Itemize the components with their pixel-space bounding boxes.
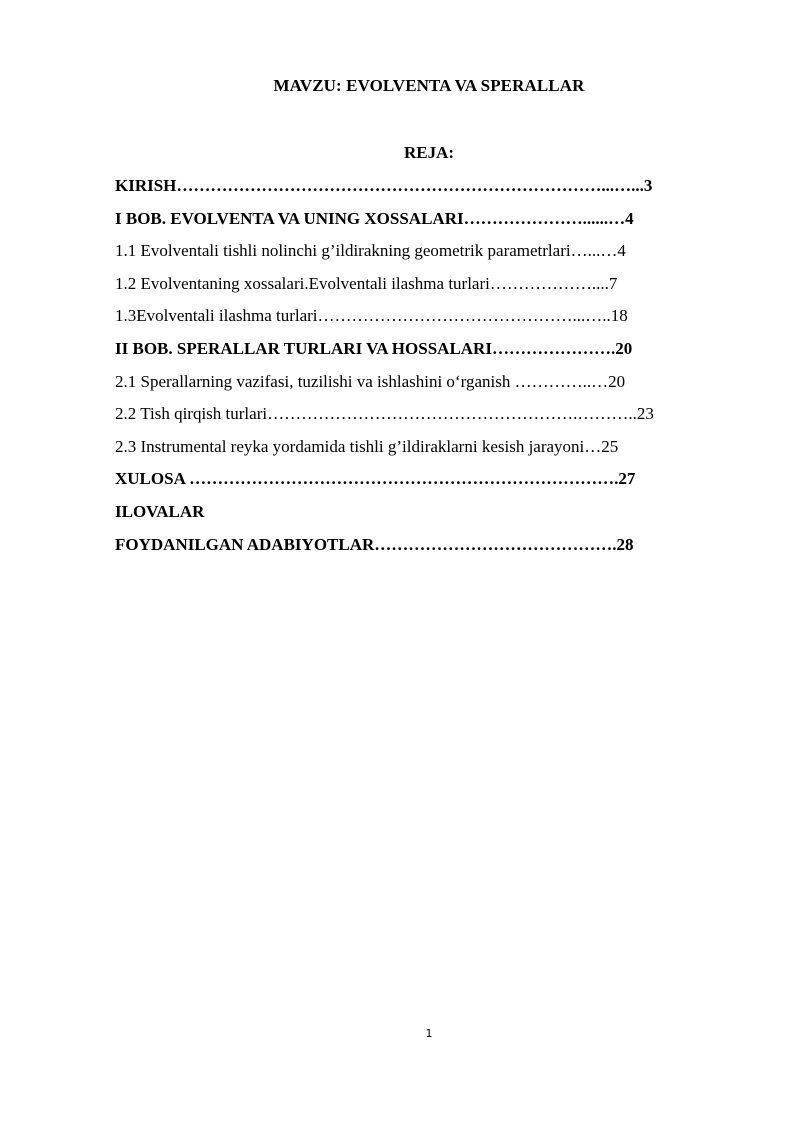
toc-entry-chapter-1: I BOB. EVOLVENTA VA UNING XOSSALARI…………………......…4 xyxy=(115,208,634,228)
toc-entry-section-2-1: 2.1 Sperallarning vazifasi, tuzilishi va ishlashini oʻrganish …………..…20 xyxy=(115,371,626,391)
toc-entry-section-1-3: 1.3Evolventali ilashma turlari………………………………………...…..18 xyxy=(115,306,628,326)
plan-heading: REJA: xyxy=(403,143,455,162)
toc-entry-chapter-2: II BOB. SPERALLAR TURLARI VA HOSSALARI………………….20 xyxy=(115,338,633,358)
toc-entry-section-1-1: 1.1 Evolventali tishli nolinchi g’ildirakning geometrik parametrlari…...…4 xyxy=(115,241,626,261)
toc-entry-appendices: ILOVALAR xyxy=(115,501,205,521)
toc-entry-references: FOYDANILGAN ADABIYOTLAR…………………………………….28 xyxy=(115,534,634,554)
toc-entry-introduction: KIRISH…………………………………………………………………...…...3 xyxy=(115,176,653,195)
toc-entry-section-2-3: 2.3 Instrumental reyka yordamida tishli g’ildiraklarni kesish jarayoni…25 xyxy=(115,436,619,456)
page-number: 1 xyxy=(425,1027,433,1040)
toc-entry-conclusion: XULOSA ………………………………………………………………….27 xyxy=(115,469,636,489)
toc-entry-section-1-2: 1.2 Evolventaning xossalari.Evolventali ilashma turlari………………....7 xyxy=(115,273,618,293)
toc-entry-section-2-2: 2.2 Tish qirqish turlari……………………………………………….………..23 xyxy=(115,404,654,424)
document-title: MAVZU: EVOLVENTA VA SPERALLAR xyxy=(273,76,585,95)
table-of-contents xyxy=(115,174,715,565)
